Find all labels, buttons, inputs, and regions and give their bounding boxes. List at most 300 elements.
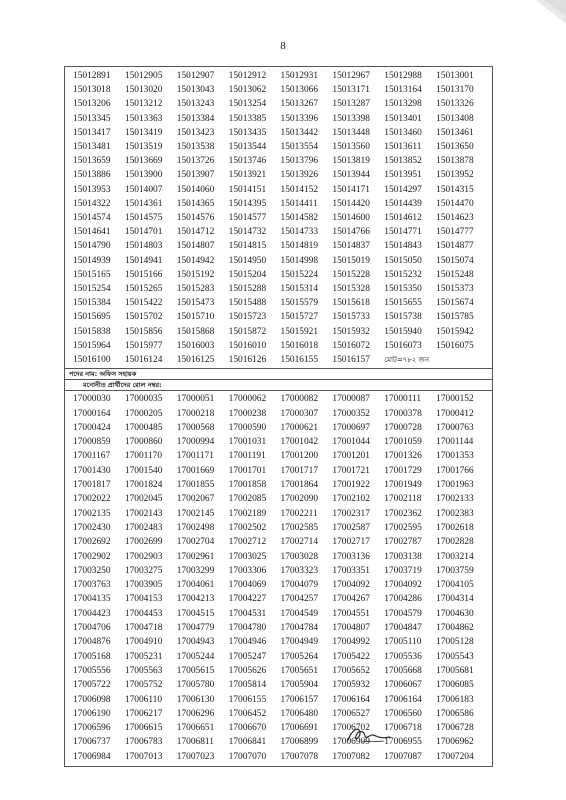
roll-number-cell: 15015674 (436, 298, 474, 309)
roll-number-cell: 17006962 (436, 737, 474, 748)
table-row (71, 211, 486, 225)
roll-number-cell: 15013519 (124, 142, 163, 153)
roll-number-cell: 17006155 (228, 694, 267, 705)
roll-number-cell: 15016155 (280, 355, 318, 366)
roll-number-cell: 15013435 (228, 127, 267, 138)
roll-number-cell: 17004314 (436, 594, 474, 605)
roll-number-cell: 17002787 (384, 537, 422, 548)
roll-number-cell: 15015655 (384, 298, 422, 309)
roll-number-cell: 17004092 (332, 580, 370, 591)
roll-number-cell: 17006452 (228, 708, 267, 719)
roll-number-cell: 15014060 (176, 184, 215, 195)
roll-number-cell: 15015856 (124, 326, 163, 337)
roll-number-cell: 17004718 (124, 623, 163, 634)
roll-number-cell: 15012988 (384, 71, 422, 81)
roll-number-cell: 17001766 (436, 465, 474, 476)
roll-number-cell: 17002102 (332, 494, 370, 505)
roll-number-cell: 17000030 (73, 394, 111, 405)
roll-number-cell: 17000994 (176, 437, 215, 448)
roll-number-cell: 17002483 (124, 522, 163, 533)
roll-number-cell: 17006098 (73, 694, 111, 705)
roll-number-cell: 17000087 (332, 394, 370, 405)
roll-number-cell: 17004135 (73, 594, 111, 605)
roll-number-cell: 15013066 (280, 85, 318, 96)
roll-number-cell: 17005651 (280, 665, 318, 676)
roll-number-cell: 17001430 (73, 465, 111, 476)
roll-number-cell: 17001200 (280, 451, 318, 462)
roll-number-cell: 17006067 (384, 680, 422, 691)
roll-number-cell: 15012905 (124, 71, 163, 81)
roll-number-cell: 15015940 (384, 326, 422, 337)
roll-number-cell: 17002699 (124, 537, 163, 548)
table-row (71, 310, 486, 324)
roll-number-cell: 15013206 (73, 99, 111, 110)
roll-number-cell: 17006157 (280, 694, 318, 705)
roll-number-cell: 15015166 (124, 269, 163, 280)
roll-number-cell: 17004515 (176, 608, 215, 619)
roll-number-cell: 17006899 (280, 737, 318, 748)
roll-number-cell: 17001949 (384, 480, 422, 491)
roll-number-cell: 17005110 (384, 637, 422, 648)
roll-number-cell: 15015050 (384, 255, 422, 266)
roll-number-cell: 17000485 (124, 422, 163, 433)
roll-number-cell: 17004784 (280, 623, 318, 634)
roll-number-cell: 15013852 (384, 156, 422, 167)
roll-number-cell: 17002090 (280, 494, 318, 505)
roll-number-cell: 15015733 (332, 312, 370, 323)
roll-number-cell: 17004946 (228, 637, 267, 648)
roll-number-cell: 15015204 (228, 269, 267, 280)
roll-number-cell: 15015165 (73, 269, 111, 280)
selected-roll-header: মনোনীত প্রার্থীদের রোল নম্বর: (65, 380, 492, 391)
roll-number-cell: 15014712 (176, 227, 215, 238)
roll-number-cell: 15013442 (280, 127, 318, 138)
roll-number-cell: 15015232 (384, 269, 422, 280)
roll-number-cell: 17005536 (384, 651, 422, 662)
roll-number-cell: 17004630 (436, 608, 474, 619)
roll-number-cell: 15014470 (436, 198, 474, 209)
roll-number-cell: 15013385 (228, 113, 267, 124)
table-row (71, 392, 486, 406)
roll-number-cell: 17006110 (124, 694, 163, 705)
table-row (71, 83, 486, 97)
roll-number-cell: 17006737 (73, 737, 111, 748)
roll-number-cell: 17005264 (280, 651, 318, 662)
roll-number-cell: 17006670 (228, 723, 267, 734)
roll-number-cell: 15014600 (332, 213, 370, 224)
roll-number-cell: 15013396 (280, 113, 318, 124)
section-two-grid-wrapper (65, 391, 492, 766)
roll-number-cell: 17005814 (228, 680, 267, 691)
roll-number-cell: 17004453 (124, 608, 163, 619)
table-row (71, 325, 486, 339)
roll-number-cell: 17004153 (124, 594, 163, 605)
roll-number-cell: 17004069 (228, 580, 267, 591)
roll-number-cell: 15014950 (228, 255, 267, 266)
roll-number-cell: 15014007 (124, 184, 163, 195)
roll-number-cell: 17004105 (436, 580, 474, 591)
roll-number-cell: 15015224 (280, 269, 318, 280)
roll-number-cell: 17004876 (73, 637, 111, 648)
roll-number-cell: 15015838 (73, 326, 111, 337)
roll-number-cell: 17001729 (384, 465, 422, 476)
roll-number-cell: 17004780 (228, 623, 267, 634)
roll-number-cell: 15015373 (436, 284, 474, 295)
roll-number-cell: 17001855 (176, 480, 215, 491)
roll-number-cell: 17006651 (176, 723, 215, 734)
table-row (71, 635, 486, 649)
table-row (71, 407, 486, 421)
roll-number-cell: 15014420 (332, 198, 370, 209)
roll-number-cell: 17004286 (384, 594, 422, 605)
roll-number-cell: 15013659 (73, 156, 111, 167)
table-row (71, 521, 486, 535)
roll-number-cell: 17002430 (73, 522, 111, 533)
roll-number-cell: 17003299 (176, 565, 215, 576)
roll-number-cell: 15015473 (176, 298, 215, 309)
roll-number-cell: 17006702 (332, 723, 370, 734)
roll-number-cell: 17003025 (228, 551, 267, 562)
roll-number-cell: 17004579 (384, 608, 422, 619)
table-row (71, 97, 486, 111)
roll-number-cell: 17003214 (436, 551, 474, 562)
roll-number-cell: 17004257 (280, 594, 318, 605)
roll-number-cell: 17005780 (176, 680, 215, 691)
roll-number-cell: 17001170 (124, 451, 163, 462)
roll-number-cell: 15015868 (176, 326, 215, 337)
roll-number-cell: 15015964 (73, 340, 111, 351)
roll-number-cell: 17001540 (124, 465, 163, 476)
roll-number-cell: 17003905 (124, 580, 163, 591)
roll-number-cell: 17002143 (124, 508, 163, 519)
roll-number-cell: 15015265 (124, 284, 163, 295)
roll-number-cell: 15013164 (384, 85, 422, 96)
roll-number-cell: 15013886 (73, 170, 111, 181)
roll-number-cell: 17001701 (228, 465, 267, 476)
roll-number-cell: 15014361 (124, 198, 163, 209)
roll-number-cell: 15014771 (384, 227, 422, 238)
roll-number-cell: 15015384 (73, 298, 111, 309)
roll-number-cell: 15015702 (124, 312, 163, 323)
roll-number-cell: 17001201 (332, 451, 370, 462)
roll-number-cell: 17004943 (176, 637, 215, 648)
roll-number-cell: 15013020 (124, 85, 163, 96)
roll-number-cell: 17001824 (124, 480, 163, 491)
roll-number-cell: 17004862 (436, 623, 474, 634)
table-row (71, 183, 486, 197)
roll-number-cell: 15015248 (436, 269, 474, 280)
roll-number-cell: 15014732 (228, 227, 267, 238)
roll-number-cell: 17001864 (280, 480, 318, 491)
roll-number-cell: 17006718 (384, 723, 422, 734)
roll-number-cell: 17001669 (176, 465, 215, 476)
table-row (71, 693, 486, 707)
table-row (71, 421, 486, 435)
roll-number-cell: 17006955 (384, 737, 422, 748)
roll-number-cell: 17007023 (176, 751, 215, 762)
roll-number-cell: 15014574 (73, 213, 111, 224)
table-row (71, 564, 486, 578)
roll-number-cell: 15013878 (436, 156, 474, 167)
roll-number-cell: 17005563 (124, 665, 163, 676)
roll-number-cell: 15016100 (73, 355, 111, 366)
roll-number-cell: 17006085 (436, 680, 474, 691)
roll-number-cell: 17000763 (436, 422, 474, 433)
table-row (71, 678, 486, 692)
roll-number-cell: 17004079 (280, 580, 318, 591)
roll-number-cell: 17005231 (124, 651, 163, 662)
roll-number-cell: 17004847 (384, 623, 422, 634)
roll-number-cell: 15013944 (332, 170, 370, 181)
roll-number-cell: 15013398 (332, 113, 370, 124)
roll-number-cell: 15012907 (176, 71, 215, 81)
roll-number-cell: 17002585 (280, 522, 318, 533)
roll-number-cell: 15014439 (384, 198, 422, 209)
roll-number-cell: 15013345 (73, 113, 111, 124)
roll-number-cell: 17006691 (280, 723, 318, 734)
roll-number-cell: 15014777 (436, 227, 474, 238)
roll-number-cell: 17001326 (384, 451, 422, 462)
table-row (71, 507, 486, 521)
roll-number-cell: 15013001 (436, 71, 474, 81)
table-row (71, 112, 486, 126)
roll-number-cell: 15015074 (436, 255, 474, 266)
roll-number-cell: 17003138 (384, 551, 422, 562)
roll-number-cell: 17003323 (280, 565, 318, 576)
roll-number-cell: 15014395 (228, 198, 267, 209)
roll-number-cell: 17005722 (73, 680, 111, 691)
roll-number-cell (434, 353, 486, 367)
roll-number-cell: 17003763 (73, 580, 111, 591)
roll-number-cell: 17002135 (73, 508, 111, 519)
roll-number-cell: 17000728 (384, 422, 422, 433)
roll-number-cell: 17006596 (73, 723, 111, 734)
roll-number-cell: 17002498 (176, 522, 215, 533)
roll-number-cell: 15015192 (176, 269, 215, 280)
post-name-label: পদের নাম: অফিস সহায়ক (65, 368, 492, 380)
roll-number-cell: 17006527 (332, 708, 370, 719)
roll-number-cell: 17005615 (176, 665, 215, 676)
roll-number-cell: 17004213 (176, 594, 215, 605)
roll-number-cell: 15013326 (436, 99, 474, 110)
roll-number-cell: 15014576 (176, 213, 215, 224)
roll-number-cell: 15015618 (332, 298, 370, 309)
roll-number-cell: 15015977 (124, 340, 163, 351)
roll-number-cell: 15015488 (228, 298, 267, 309)
roll-number-cell: 15015283 (176, 284, 215, 295)
roll-number-cell: 17005681 (436, 665, 474, 676)
roll-number-cell: 15013401 (384, 113, 422, 124)
roll-number-cell: 17005543 (436, 651, 474, 662)
roll-number-cell: 15013926 (280, 170, 318, 181)
roll-number-cell: 17004807 (332, 623, 370, 634)
roll-number-cell: 17002595 (384, 522, 422, 533)
roll-number-cell: 15014612 (384, 213, 422, 224)
roll-number-cell: 15016018 (280, 340, 318, 351)
roll-number-cell: 17003275 (124, 565, 163, 576)
roll-number-cell: 15013062 (228, 85, 267, 96)
roll-number-cell: 17000860 (124, 437, 163, 448)
table-row (71, 550, 486, 564)
table-row (71, 578, 486, 592)
roll-number-cell: 17005752 (124, 680, 163, 691)
roll-number-cell: 17002133 (436, 494, 474, 505)
roll-number-cell: 17001191 (228, 451, 266, 462)
handwritten-signature-icon (346, 724, 392, 746)
roll-number-cell: 15013726 (176, 156, 215, 167)
roll-number-cell: 17002067 (176, 494, 215, 505)
roll-number-cell: 17007087 (384, 751, 422, 762)
roll-number-cell: 17006615 (124, 723, 163, 734)
table-row (71, 535, 486, 549)
roll-number-cell: 15014171 (332, 184, 370, 195)
roll-number-cell: 17004061 (176, 580, 215, 591)
roll-number-cell: 17000035 (124, 394, 163, 405)
roll-number-cell: 17001059 (384, 437, 422, 448)
roll-number-cell: 17004267 (332, 594, 370, 605)
roll-number-cell: 17005168 (73, 651, 111, 662)
roll-number-cell: 15014582 (280, 213, 318, 224)
roll-number-cell: 15013746 (228, 156, 267, 167)
roll-number-cell: 15016157 (332, 355, 370, 366)
roll-number-cell: 15015932 (332, 326, 370, 337)
roll-number-cell: 15013460 (384, 127, 422, 138)
roll-number-cell: 17002022 (73, 494, 111, 505)
roll-number-cell: 17004992 (332, 637, 370, 648)
roll-number-cell: 15013560 (332, 142, 370, 153)
roll-number-cell: 17000238 (228, 408, 267, 419)
roll-number-cell: 15013611 (384, 142, 422, 153)
roll-number-cell: 15014701 (124, 227, 163, 238)
roll-number-cell: 17001922 (332, 480, 370, 491)
table-row (71, 140, 486, 154)
roll-number-cell: 17004949 (280, 637, 318, 648)
roll-number-cell: 17007013 (124, 751, 163, 762)
roll-number-cell: 15015019 (332, 255, 370, 266)
roll-number-cell: 17001721 (332, 465, 370, 476)
roll-number-cell: 17004423 (73, 608, 111, 619)
roll-number-cell: 17002362 (384, 508, 422, 519)
table-row (71, 707, 486, 721)
table-row (71, 464, 486, 478)
roll-number-cell: 15014837 (332, 241, 370, 252)
roll-number-cell: 17003306 (228, 565, 267, 576)
roll-number-cell: 17002502 (228, 522, 267, 533)
roll-number-cell: 17006164 (384, 694, 422, 705)
roll-number-cell: 17006130 (176, 694, 215, 705)
roll-number-cell: 17002712 (228, 537, 267, 548)
roll-number-cell: 15013953 (73, 184, 111, 195)
roll-number-cell: 15013423 (176, 127, 215, 138)
roll-number-cell: 17006296 (176, 708, 215, 719)
roll-number-cell: 15013448 (332, 127, 370, 138)
roll-number-cell: 17006190 (73, 708, 111, 719)
roll-number-cell: 15013363 (124, 113, 163, 124)
roll-number-cell: 17000621 (280, 422, 318, 433)
roll-number-cell: 17005626 (228, 665, 267, 676)
roll-number-cell: 17006841 (228, 737, 267, 748)
roll-number-cell: 17000152 (436, 394, 474, 405)
roll-number-cell: 17002383 (436, 508, 474, 519)
roll-number-cell: 15015921 (280, 326, 318, 337)
roll-number-cell: 15013554 (280, 142, 318, 153)
roll-number-cell: 17000082 (280, 394, 318, 405)
table-row (71, 721, 486, 735)
roll-number-cell: 17002211 (280, 508, 318, 519)
table-row (71, 435, 486, 449)
roll-number-cell: 17005556 (73, 665, 111, 676)
roll-number-cell: 15012931 (280, 71, 318, 81)
roll-number-cell: 15015710 (176, 312, 215, 323)
roll-number-cell: 15013921 (228, 170, 267, 181)
roll-number-cell: 17002828 (436, 537, 474, 548)
roll-number-cell: 17006586 (436, 708, 474, 719)
roll-number-cell: 15014998 (280, 255, 318, 266)
roll-number-cell: 15013461 (436, 127, 474, 138)
roll-number-cell: 15013819 (332, 156, 370, 167)
roll-number-cell: 15015727 (280, 312, 318, 323)
roll-number-cell: 15014790 (73, 241, 111, 252)
table-row (71, 268, 486, 282)
roll-number-cell: 15016075 (436, 340, 474, 351)
roll-number-cell: 15014803 (124, 241, 163, 252)
table-row (71, 650, 486, 664)
roll-number-cell: 15013907 (176, 170, 215, 181)
section-one-grid-wrapper (65, 67, 492, 368)
roll-number-cell: 17001963 (436, 480, 474, 491)
roll-number-cell: 17004706 (73, 623, 111, 634)
roll-number-cell: 15015785 (436, 312, 474, 323)
roll-number-cell: 15013043 (176, 85, 215, 96)
roll-number-cell: 15015579 (280, 298, 318, 309)
roll-number-cell: 17001044 (332, 437, 370, 448)
section-two-grid (71, 392, 486, 764)
roll-number-cell: 17000378 (384, 408, 422, 419)
roll-number-cell: 15014575 (124, 213, 163, 224)
roll-number-cell: 15016010 (228, 340, 267, 351)
roll-number-cell: 15014942 (176, 255, 215, 266)
roll-number-cell: 17005128 (436, 637, 474, 648)
table-row (71, 282, 486, 296)
roll-number-cell: 17005247 (228, 651, 267, 662)
table-row (71, 449, 486, 463)
roll-number-cell: 15013900 (124, 170, 163, 181)
table-row (71, 592, 486, 606)
roll-number-cell: 15013952 (436, 170, 474, 181)
roll-number-cell: 17006984 (73, 751, 111, 762)
roll-number-cell: 17005422 (332, 651, 370, 662)
roll-number-cell: 15014623 (436, 213, 474, 224)
roll-number-cell: 17001717 (280, 465, 318, 476)
roll-number-cell: 17002704 (176, 537, 215, 548)
roll-number-cell: 15015723 (228, 312, 267, 323)
roll-number-cell: 17003136 (332, 551, 370, 562)
roll-number-cell: 15014297 (384, 184, 422, 195)
roll-number-cell: 17002118 (384, 494, 422, 505)
table-row (71, 239, 486, 253)
roll-number-cell: 17004531 (228, 608, 267, 619)
roll-number-cell: 15015314 (280, 284, 318, 295)
roll-number-cell: 17001817 (73, 480, 111, 491)
roll-number-cell: 15014365 (176, 198, 215, 209)
table-row (71, 339, 486, 353)
roll-number-cell: 17003028 (280, 551, 318, 562)
table-row (71, 296, 486, 310)
roll-number-cell: 17000568 (176, 422, 215, 433)
roll-number-cell: 15013419 (124, 127, 163, 138)
roll-number-cell: 17007082 (332, 751, 370, 762)
roll-number-cell: 17005904 (280, 680, 318, 691)
